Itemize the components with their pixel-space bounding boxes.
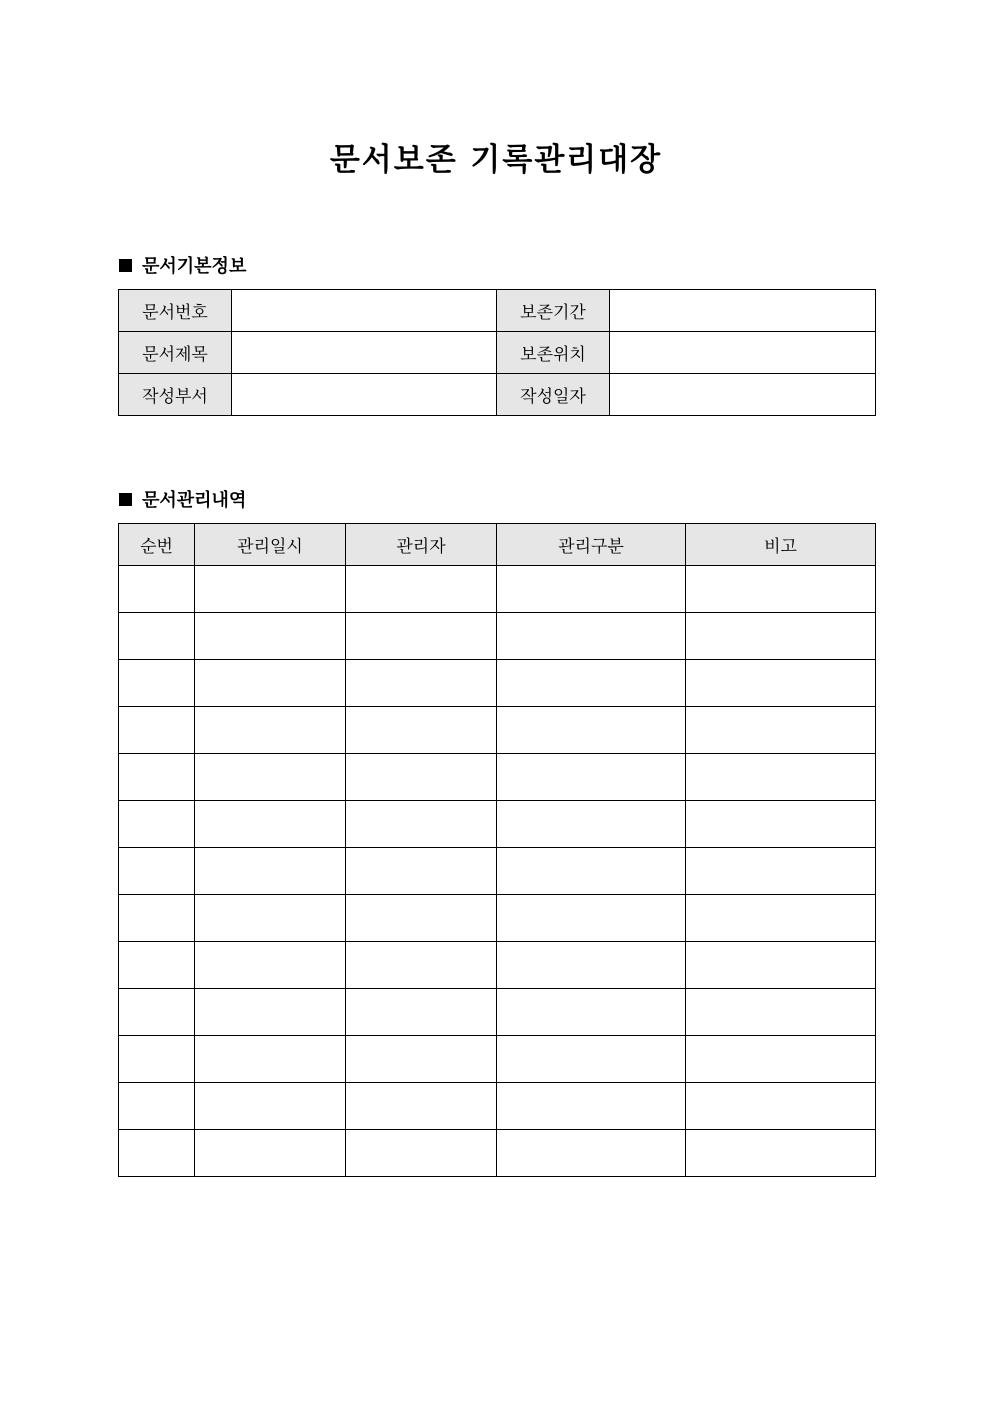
sequence-cell[interactable] <box>119 566 195 613</box>
remarks-cell[interactable] <box>686 942 876 989</box>
category-cell[interactable] <box>497 1036 686 1083</box>
manager-cell[interactable] <box>346 801 497 848</box>
category-cell[interactable] <box>497 895 686 942</box>
datetime-cell[interactable] <box>195 707 346 754</box>
datetime-cell[interactable] <box>195 1083 346 1130</box>
created-date-field[interactable] <box>610 374 876 416</box>
sequence-cell[interactable] <box>119 848 195 895</box>
sequence-cell[interactable] <box>119 613 195 660</box>
remarks-cell[interactable] <box>686 1083 876 1130</box>
column-header-remarks: 비고 <box>686 524 876 566</box>
sequence-cell[interactable] <box>119 1130 195 1177</box>
manager-cell[interactable] <box>346 566 497 613</box>
category-cell[interactable] <box>497 801 686 848</box>
retention-location-field[interactable] <box>610 332 876 374</box>
datetime-cell[interactable] <box>195 566 346 613</box>
manager-cell[interactable] <box>346 1036 497 1083</box>
category-cell[interactable] <box>497 942 686 989</box>
retention-period-field[interactable] <box>610 290 876 332</box>
section-heading-label: 문서관리내역 <box>142 490 247 511</box>
column-header-category: 관리구분 <box>497 524 686 566</box>
remarks-cell[interactable] <box>686 660 876 707</box>
document-title-field[interactable] <box>232 332 497 374</box>
sequence-cell[interactable] <box>119 989 195 1036</box>
label-document-number: 문서번호 <box>119 290 232 332</box>
document-number-field[interactable] <box>232 290 497 332</box>
table-row <box>119 707 876 754</box>
datetime-cell[interactable] <box>195 1130 346 1177</box>
remarks-cell[interactable] <box>686 895 876 942</box>
manager-cell[interactable] <box>346 942 497 989</box>
section-heading-basic-info <box>119 252 246 278</box>
datetime-cell[interactable] <box>195 660 346 707</box>
remarks-cell[interactable] <box>686 754 876 801</box>
label-document-title: 문서제목 <box>119 332 232 374</box>
author-department-field[interactable] <box>232 374 497 416</box>
table-header-row <box>119 524 876 566</box>
datetime-cell[interactable] <box>195 942 346 989</box>
manager-cell[interactable] <box>346 754 497 801</box>
datetime-cell[interactable] <box>195 754 346 801</box>
column-header-manager: 관리자 <box>346 524 497 566</box>
remarks-cell[interactable] <box>686 1036 876 1083</box>
table-row <box>119 290 876 332</box>
sequence-cell[interactable] <box>119 1083 195 1130</box>
datetime-cell[interactable] <box>195 613 346 660</box>
table-row <box>119 613 876 660</box>
sequence-cell[interactable] <box>119 801 195 848</box>
column-header-datetime: 관리일시 <box>195 524 346 566</box>
category-cell[interactable] <box>497 754 686 801</box>
remarks-cell[interactable] <box>686 848 876 895</box>
table-row <box>119 942 876 989</box>
table-row <box>119 848 876 895</box>
manager-cell[interactable] <box>346 707 497 754</box>
table-row <box>119 660 876 707</box>
category-cell[interactable] <box>497 1083 686 1130</box>
table-row <box>119 566 876 613</box>
page-title: 문서보존 기록관리대장 <box>329 142 663 178</box>
square-bullet-icon <box>119 493 132 506</box>
section-heading-label: 문서기본정보 <box>142 256 247 277</box>
remarks-cell[interactable] <box>686 566 876 613</box>
category-cell[interactable] <box>497 1130 686 1177</box>
category-cell[interactable] <box>497 989 686 1036</box>
table-row <box>119 1083 876 1130</box>
remarks-cell[interactable] <box>686 989 876 1036</box>
sequence-cell[interactable] <box>119 1036 195 1083</box>
label-retention-period: 보존기간 <box>497 290 610 332</box>
manager-cell[interactable] <box>346 613 497 660</box>
table-row <box>119 801 876 848</box>
table-row <box>119 1130 876 1177</box>
section-heading-history <box>119 486 246 512</box>
basic-info-table <box>118 289 876 416</box>
table-row <box>119 989 876 1036</box>
datetime-cell[interactable] <box>195 1036 346 1083</box>
manager-cell[interactable] <box>346 1130 497 1177</box>
column-header-sequence: 순번 <box>119 524 195 566</box>
remarks-cell[interactable] <box>686 707 876 754</box>
category-cell[interactable] <box>497 660 686 707</box>
history-table-body <box>119 566 876 1177</box>
sequence-cell[interactable] <box>119 895 195 942</box>
category-cell[interactable] <box>497 613 686 660</box>
remarks-cell[interactable] <box>686 613 876 660</box>
manager-cell[interactable] <box>346 989 497 1036</box>
manager-cell[interactable] <box>346 848 497 895</box>
sequence-cell[interactable] <box>119 660 195 707</box>
remarks-cell[interactable] <box>686 1130 876 1177</box>
table-row <box>119 895 876 942</box>
table-row <box>119 332 876 374</box>
sequence-cell[interactable] <box>119 754 195 801</box>
manager-cell[interactable] <box>346 895 497 942</box>
manager-cell[interactable] <box>346 1083 497 1130</box>
sequence-cell[interactable] <box>119 707 195 754</box>
history-table <box>118 523 876 1177</box>
datetime-cell[interactable] <box>195 895 346 942</box>
square-bullet-icon <box>119 259 132 272</box>
label-retention-location: 보존위치 <box>497 332 610 374</box>
table-row <box>119 754 876 801</box>
datetime-cell[interactable] <box>195 848 346 895</box>
table-row <box>119 1036 876 1083</box>
sequence-cell[interactable] <box>119 942 195 989</box>
remarks-cell[interactable] <box>686 801 876 848</box>
datetime-cell[interactable] <box>195 801 346 848</box>
table-row <box>119 374 876 416</box>
datetime-cell[interactable] <box>195 989 346 1036</box>
category-cell[interactable] <box>497 848 686 895</box>
manager-cell[interactable] <box>346 660 497 707</box>
category-cell[interactable] <box>497 566 686 613</box>
label-created-date: 작성일자 <box>497 374 610 416</box>
label-author-department: 작성부서 <box>119 374 232 416</box>
category-cell[interactable] <box>497 707 686 754</box>
